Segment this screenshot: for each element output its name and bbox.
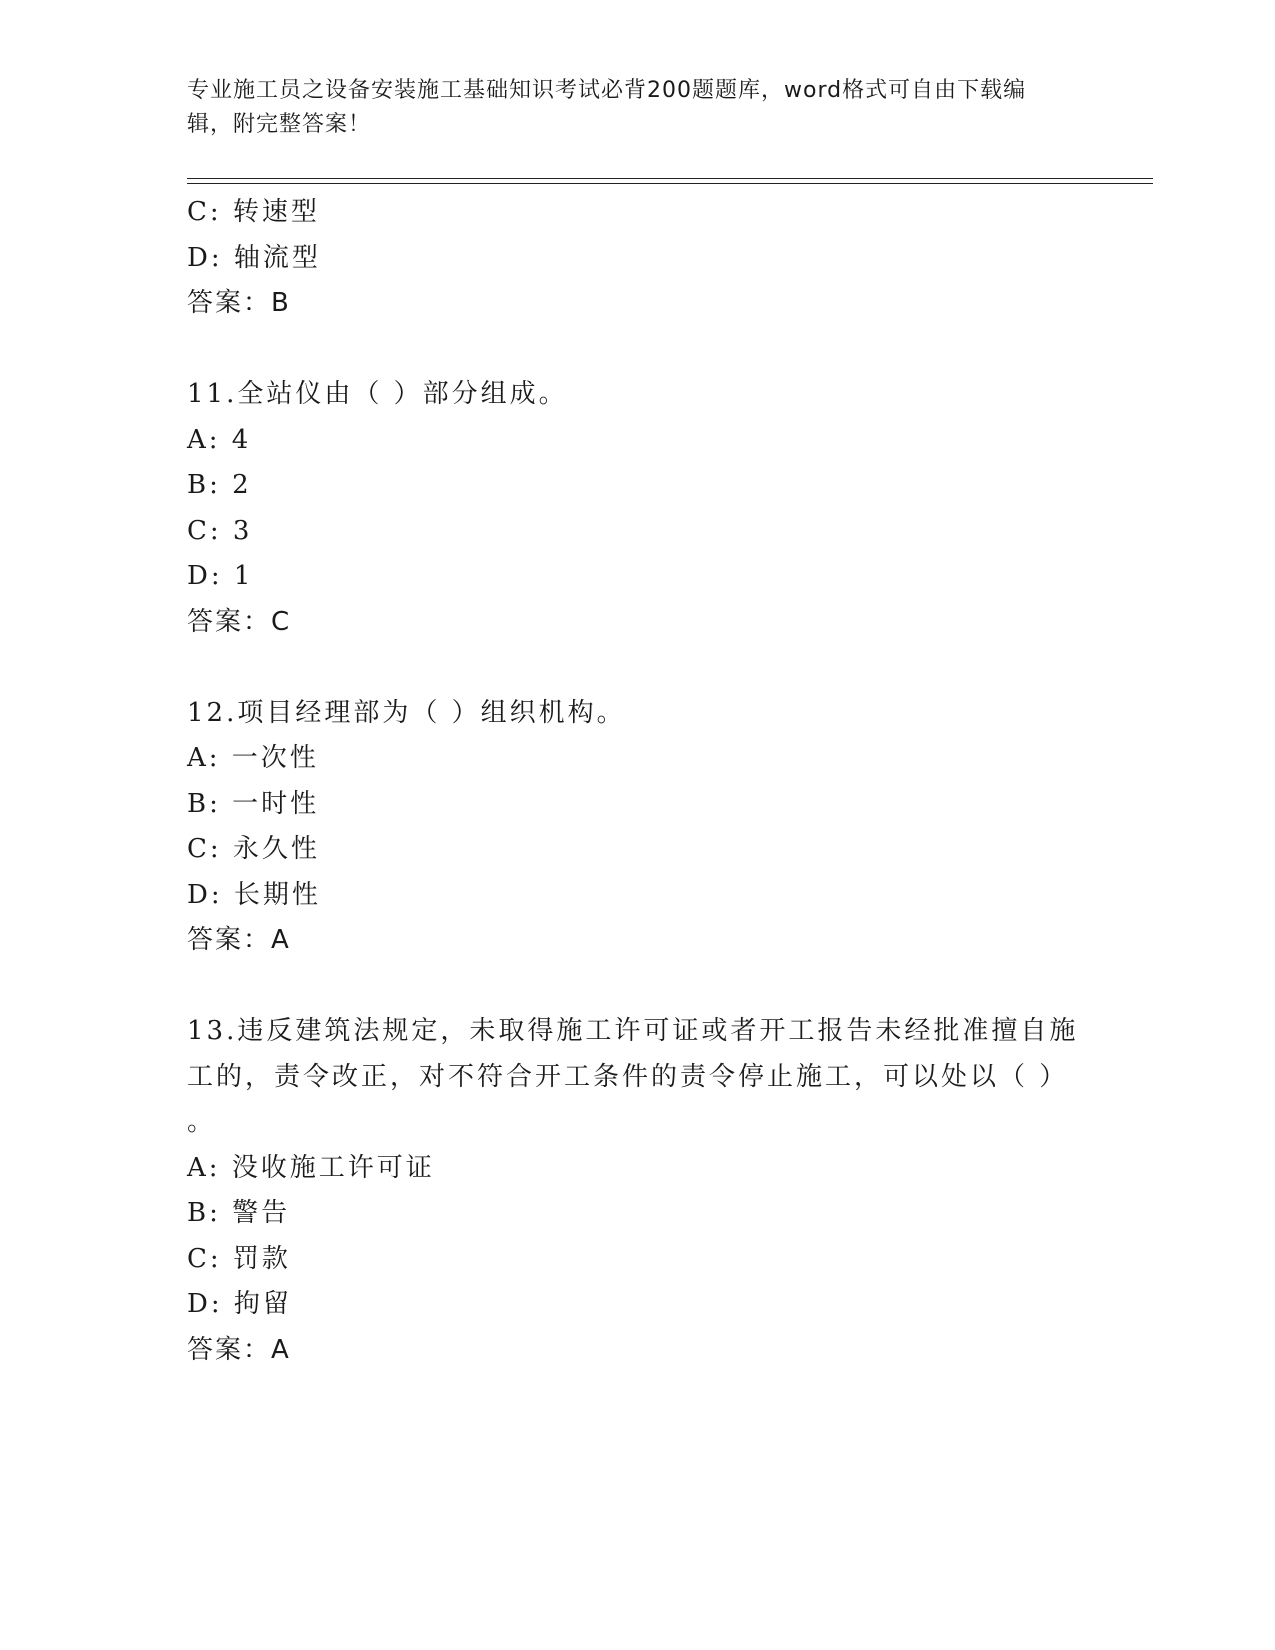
question-text: 12.项目经理部为（ ）组织机构。 — [187, 697, 626, 728]
header-rule-bottom — [187, 183, 1153, 184]
answer: 答案：C — [187, 606, 292, 637]
option-c: C: 罚款 — [187, 1243, 291, 1274]
option-a: A: 4 — [187, 424, 252, 455]
question-text: 11.全站仪由（ ）部分组成。 — [187, 379, 568, 409]
question-text-line-3: 。 — [187, 1107, 217, 1137]
answer: 答案：B — [187, 288, 291, 318]
question-text-line-2: 工的，责令改正，对不符合开工条件的责令停止施工，可以处以（ ） — [187, 1061, 1069, 1092]
option-b: B: 2 — [187, 470, 252, 500]
question-list — [187, 190, 1087, 1373]
question-text-line-1: 13.违反建筑法规定，未取得施工许可证或者开工报告未经批准擅自施 — [187, 1016, 1079, 1046]
option-b: B: 警告 — [187, 1198, 291, 1228]
option-c: C: 转速型 — [187, 197, 320, 227]
option-d: D: 拘留 — [187, 1289, 292, 1319]
option-b: B: 一时性 — [187, 788, 320, 819]
header-rule-top — [187, 178, 1153, 179]
answer: 答案：A — [187, 925, 291, 955]
answer: 答案：A — [187, 1334, 291, 1365]
option-d: D: 轴流型 — [187, 242, 321, 273]
option-d: D: 1 — [187, 561, 254, 591]
option-a: A: 一次性 — [187, 743, 319, 773]
document-header: 专业施工员之设备安装施工基础知识考试必背200题题库，word格式可自由下载编辑，附完整答案！ — [187, 78, 1027, 137]
option-c: C: 3 — [187, 515, 253, 546]
option-c: C: 永久性 — [187, 834, 320, 864]
option-a: A: 没收施工许可证 — [187, 1152, 435, 1183]
option-d: D: 长期性 — [187, 879, 321, 910]
